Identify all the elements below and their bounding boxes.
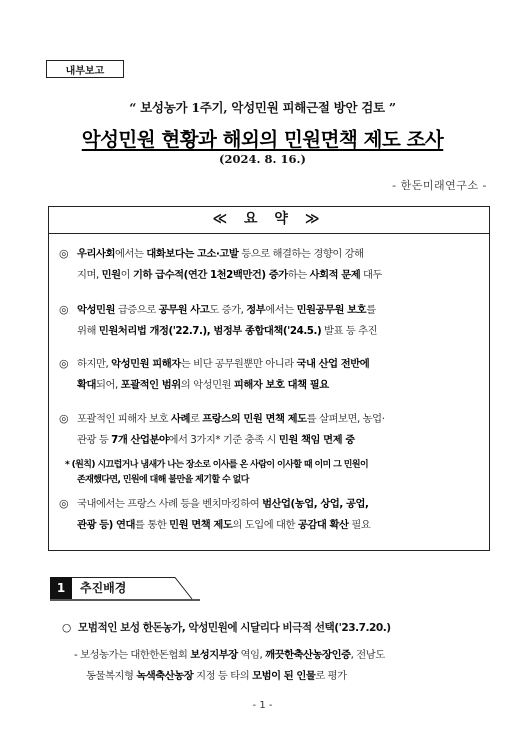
summary-item-5 — [59, 493, 479, 536]
background-detail — [74, 645, 494, 687]
text-bold: 공무원 사고 — [158, 304, 210, 316]
bullet-double-circle-icon: ◎ — [59, 357, 69, 370]
text: 발표 등 추진 — [321, 325, 378, 337]
text-bold: 기하 급수적(연간 1천2백만건) 증가 — [132, 269, 288, 281]
summary-footnote — [65, 458, 479, 488]
text: 하지만, — [77, 358, 112, 370]
background-bullet-text: 모범적인 보성 한돈농가, 악성민원에 시달리다 비극적 선택('23.7.20.) — [78, 622, 391, 634]
document-subtitle: “ 보성농가 1주기, 악성민원 피해근절 방안 검토 ” — [129, 100, 396, 115]
internal-report-badge: 내부보고 — [46, 60, 124, 78]
text: 로 평가 — [315, 670, 347, 682]
text: 의 악성민원 — [180, 379, 234, 391]
text: 의 도입에 대한 — [232, 519, 298, 531]
footnote-line: * (원칙) 시끄럽거나 냄새가 나는 장소로 이사를 온 사람이 이사할 때 이미 그 민원이 — [65, 460, 369, 470]
text-bold: 깨끗한축산농장인증 — [265, 649, 351, 661]
text: 동물복지형 — [86, 670, 137, 682]
bullet-double-circle-icon: ◎ — [59, 497, 69, 510]
text: 이 — [120, 269, 133, 281]
text-bold: 범산업(농업, 상업, 공업, — [262, 498, 369, 510]
text-bold: 피해자 보호 대책 필요 — [233, 379, 329, 391]
text-bold: 포괄적인 범위 — [120, 379, 181, 391]
text-bold: 확대 — [77, 379, 96, 391]
section-number: 1 — [50, 577, 72, 599]
text: 되어, — [96, 379, 121, 391]
text: 를 통한 — [135, 519, 170, 531]
summary-heading-divider — [49, 233, 489, 234]
text-bold: 사회적 문제 — [309, 269, 361, 281]
text: 포괄적인 피해자 보호 — [77, 413, 171, 425]
footnote-line: 존재했다면, 민원에 대해 불만을 제기할 수 없다 — [77, 475, 249, 485]
bullet-circle-icon: ○ — [62, 622, 71, 634]
summary-heading — [49, 207, 489, 231]
text: , 전남도 — [350, 649, 385, 661]
text-bold: 녹색축산농장 — [136, 670, 194, 682]
text-bold: 정부 — [246, 304, 266, 316]
text-bold: 민원공무원 보호 — [296, 304, 367, 316]
summary-item-2 — [59, 299, 479, 342]
text-bold: 민원 — [101, 269, 121, 281]
text: 하는 — [287, 269, 310, 281]
text-bold: 민원 면책 제도 — [169, 519, 233, 531]
text-bold: 보성지부장 — [190, 649, 238, 661]
text: 대두 — [360, 269, 383, 281]
text-bold: 우리사회 — [77, 248, 115, 260]
text: 지정 등 타의 — [193, 670, 253, 682]
text: 필요 — [348, 519, 371, 531]
text-bold: 악성민원 피해자 — [111, 358, 181, 370]
text: 를 살펴보면, 농업· — [306, 413, 385, 425]
text: 는 비단 공무원뿐만 아니라 — [180, 358, 297, 370]
text-bold: 모범이 된 인물 — [252, 670, 316, 682]
text-bold: 민원처리법 개정('22.7.), 범정부 종합대책('24.5.) — [98, 325, 322, 337]
text: 에서 3가지* 기준 충족 시 — [168, 434, 279, 446]
document-date: (2024. 8. 16.) — [219, 152, 306, 166]
text: - 보성농가는 대한한돈협회 — [74, 649, 191, 661]
text: 지며, — [77, 269, 102, 281]
text: 역임, — [237, 649, 266, 661]
document-title — [0, 124, 525, 152]
section-header — [50, 577, 200, 599]
bullet-double-circle-icon: ◎ — [59, 247, 69, 260]
text: 관광 등 — [77, 434, 112, 446]
text: 를 — [366, 304, 376, 316]
text: 급증으로 — [115, 304, 159, 316]
text-bold: 7개 산업분야 — [111, 434, 169, 446]
text-bold: 관광 등) 연대 — [77, 519, 136, 531]
bullet-double-circle-icon: ◎ — [59, 303, 69, 316]
text-bold: 공감대 확산 — [297, 519, 349, 531]
summary-box — [48, 206, 490, 551]
text-bold: 프랑스의 민원 면책 제도 — [202, 413, 307, 425]
text: 위해 — [77, 325, 99, 337]
text-bold: 국내 산업 전반에 — [296, 358, 370, 370]
summary-item-1 — [59, 243, 479, 286]
text: 에서는 — [115, 248, 147, 260]
text-bold: 사례 — [170, 413, 190, 425]
text-bold: 민원 책임 면제 중 — [278, 434, 355, 446]
organization-name: - 한돈미래연구소 - — [392, 179, 487, 192]
bullet-double-circle-icon: ◎ — [59, 412, 69, 425]
title-text: 악성민원 현황과 해외의 민원면책 제도 조사 — [81, 128, 444, 151]
section-label: 추진배경 — [80, 581, 127, 595]
background-bullet — [62, 619, 492, 637]
text: 도 증가, — [209, 304, 247, 316]
text: 국내에서는 프랑스 사례 등을 벤치마킹하여 — [77, 498, 263, 510]
page-number: - 1 - — [252, 700, 273, 711]
text: 등으로 해결하는 경향이 강해 — [238, 248, 364, 260]
text-bold: 악성민원 — [77, 304, 115, 316]
summary-item-4 — [59, 408, 479, 451]
summary-item-3 — [59, 353, 479, 396]
text-bold: 대화보다는 고소·고발 — [146, 248, 239, 260]
text: 로 — [189, 413, 203, 425]
text: 에서는 — [265, 304, 297, 316]
summary-heading-text: ≪ 요 약 ≫ — [212, 211, 326, 227]
